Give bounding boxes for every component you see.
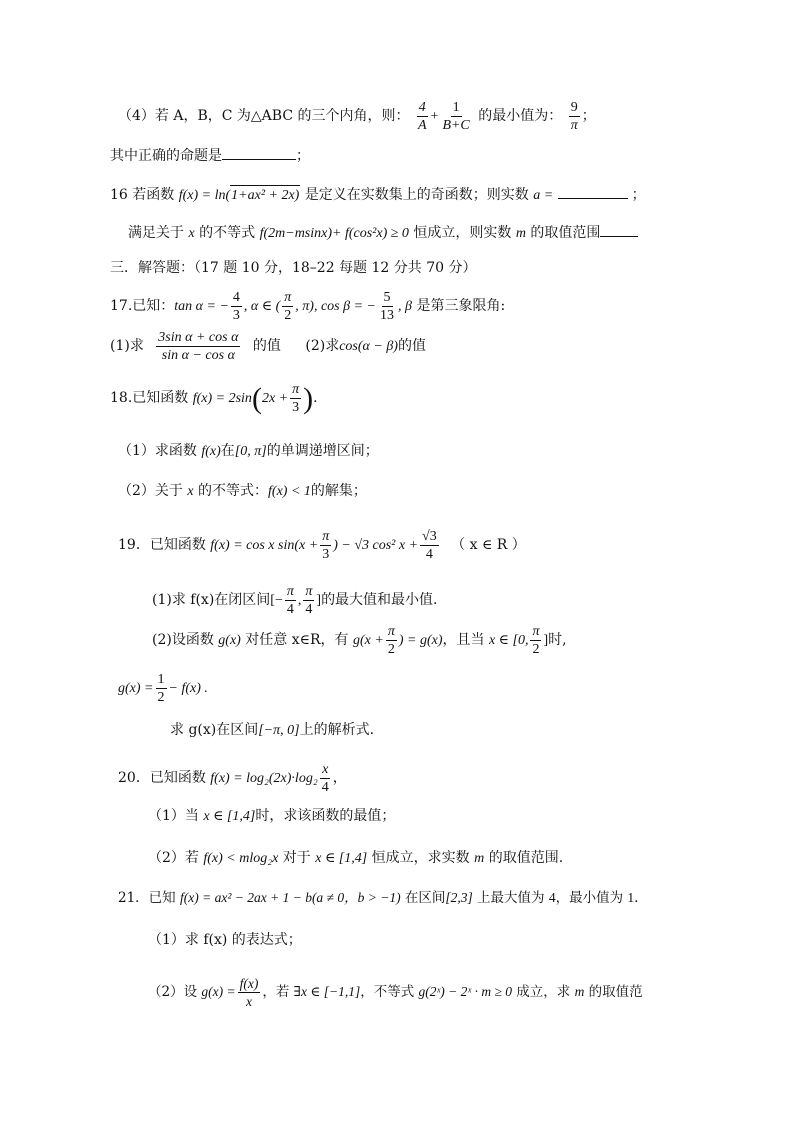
fraction-sqrt3-4: $\frac{√3}{4}$	[422, 528, 437, 562]
question-16-part-2: 满足关于 x 的不等式 f(2m−msinx)+ f(cos²x) ≥ 0 恒成立，则实数 m 的取值范围	[128, 222, 638, 244]
question-20-part-2: （2）若 f(x) < mlog₂x 对于 x ∈ [1,4] 恒成立，求实数 m 的取值范围.	[148, 850, 564, 866]
q16-inequality: f(2m−msinx)+ f(cos²x) ≥ 0	[259, 226, 409, 241]
question-21-part-1: （1）求 f(x) 的表达式；	[148, 932, 302, 948]
answer-blank-m[interactable]	[600, 222, 638, 237]
question-18: 18.已知函数 f(x) = 2sin(2x + $\frac{\pi}{3}$ ).	[110, 381, 318, 415]
q16-function: f(x) = ln(	[178, 188, 231, 203]
fraction-4-over-A: $\frac{4}{A}$	[417, 99, 427, 133]
question-20: 20．已知函数 f(x) = log₂(2x)·log₂ $\frac{x}{4}$ ，	[118, 761, 347, 795]
proposition-4-mid: 的最小值为：	[478, 108, 563, 124]
q17-fraction: $\frac{\text{3sin α + cos α}}{\text{sin α − cos α}}$	[158, 329, 239, 363]
correct-propositions-line: 其中正确的命题是 ；	[110, 145, 310, 166]
question-21-part-2: （2）设 g(x) = $\frac{f(x)}{x}$ ，若 ∃x ∈ [−1,1]，不等式 g(2ˣ) − 2ˣ · m ≥ 0 成立，求 m 的取值范	[148, 976, 643, 1009]
answer-blank-a[interactable]	[558, 184, 628, 199]
correct-propositions-label: 其中正确的命题是	[110, 148, 222, 164]
question-19: 19．已知函数 f(x) = cos x sin(x + $\frac{\pi}{3}$ ) − √3 cos² x + $\frac{√3}{4}$ （ x ∈ R ）	[118, 528, 526, 562]
fraction-pi-3b: $\frac{\pi}{3}$	[322, 528, 330, 562]
question-16: 16 若函数 f(x) = ln(1+ax² + 2x) 是定义在实数集上的奇函数；则实数 a = ；	[110, 184, 646, 206]
question-20-part-1: （1）当 x ∈ [1,4]时，求该函数的最值；	[148, 808, 396, 824]
q16-sqrt: 1+ax² + 2x)	[230, 185, 300, 206]
question-19-g-definition: g(x) = $\frac{1}{2}$ − f(x) .	[118, 671, 208, 705]
fraction-pi-3: $\frac{\pi}{3}$	[292, 381, 300, 415]
fraction-4-3: $\frac{4}{3}$	[232, 289, 240, 323]
fraction-5-13: $\frac{5}{13}$	[380, 289, 395, 323]
proposition-4: （4）若 A，B，C 为△ABC 的三个内角，则： $\frac{4}{A}$ + $\frac{1}{B+C}$ 的最小值为： $\frac{9}{\pi}$ ；	[118, 99, 596, 133]
question-18-part-2: （2）关于 x 的不等式：f(x) < 1的解集；	[118, 483, 367, 499]
question-19-part-1: (1)求 f(x)在闭区间[− $\frac{\pi}{4}$ , $\frac{\pi}{4}$ ]的最大值和最小值.	[152, 583, 438, 617]
question-19-part-3: 求 g(x)在区间[−π, 0]上的解析式.	[170, 722, 375, 738]
proposition-4-label: （4）若 A，B，C 为△ABC 的三个内角，则：	[118, 108, 410, 124]
question-17-parts: (1)求 $\frac{\text{3sin α + cos α}}{\text{sin α − cos α}}$ 的值 (2)求cos(α − β)的值	[110, 329, 426, 363]
question-18-part-1: （1）求函数 f(x)在[0, π]的单调递增区间；	[118, 443, 379, 459]
fraction-1-over-BC: $\frac{1}{B+C}$	[442, 99, 470, 133]
section-3-heading: 三．解答题：（17 题 10 分，18–22 每题 12 分共 70 分）	[110, 260, 477, 276]
fraction-pi-2: $\frac{\pi}{2}$	[284, 289, 292, 323]
answer-blank-correct[interactable]	[222, 145, 296, 160]
question-19-part-2: (2)设函数 g(x) 对任意 x∈R，有 g(x + $\frac{\pi}{2}$ ) = g(x)，且当 x ∈ [0, $\frac{\pi}{2}$ ]时,	[152, 623, 567, 657]
question-21: 21．已知 f(x) = ax² − 2ax + 1 − b(a ≠ 0，b > −1) 在区间[2,3] 上最大值为 4，最小值为 1.	[118, 890, 639, 906]
fraction-9-over-pi: $\frac{9}{\pi}$	[570, 99, 578, 133]
question-17: 17.已知：tan α = − $\frac{4}{3}$ , α ∈ ( $\frac{\pi}{2}$ , π), cos β = − $\frac{5}{13}$ , β 是第三象限角:	[110, 289, 506, 323]
